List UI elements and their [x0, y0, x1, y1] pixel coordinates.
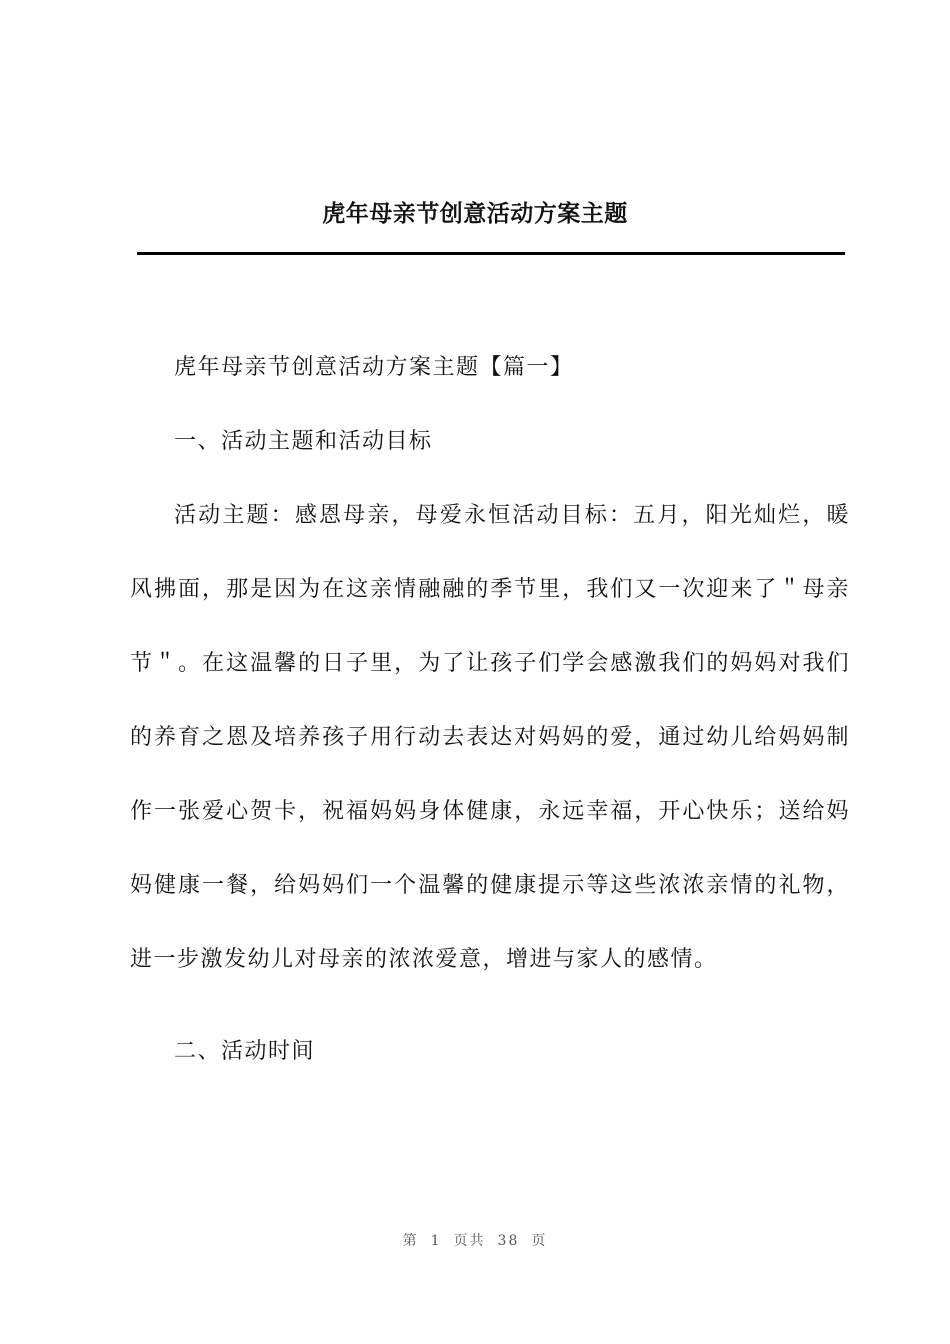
current-page-number: 1 — [430, 1233, 442, 1249]
section-heading-two: 二、活动时间 — [174, 1039, 316, 1064]
page-label-suffix: 页 — [531, 1233, 548, 1249]
body-paragraph-one: 活动主题：感恩母亲，母爱永恒活动目标：五月，阳光灿烂，暖风拂面，那是因为在这亲情融融的季节里，我们又一次迎来了＂母亲节＂。在这温馨的日子里，为了让孩子们学会感激我们的妈妈对我们的养育之恩及培养孩子用行动去表达对妈妈的爱，通过幼儿给妈妈制作一张爱心贺卡，祝福妈妈身体健康，永远幸福，开心快乐；送给妈妈健康一餐，给妈妈们一个温馨的健康提示等这些浓浓亲情的礼物，进一步激发幼儿对母亲的浓浓爱意，增进与家人的感情。 — [130, 503, 850, 972]
document-title: 虎年母亲节创意活动方案主题 — [322, 200, 628, 227]
page-label-mid: 页共 — [453, 1233, 486, 1249]
page-label-prefix: 第 — [402, 1233, 419, 1249]
title-underline — [137, 252, 845, 255]
page-footer — [0, 1230, 950, 1250]
part-heading: 虎年母亲节创意活动方案主题【篇一】 — [174, 355, 574, 380]
section-heading-one: 一、活动主题和活动目标 — [174, 429, 433, 454]
document-body — [130, 349, 850, 1107]
total-pages-number: 38 — [497, 1233, 520, 1249]
